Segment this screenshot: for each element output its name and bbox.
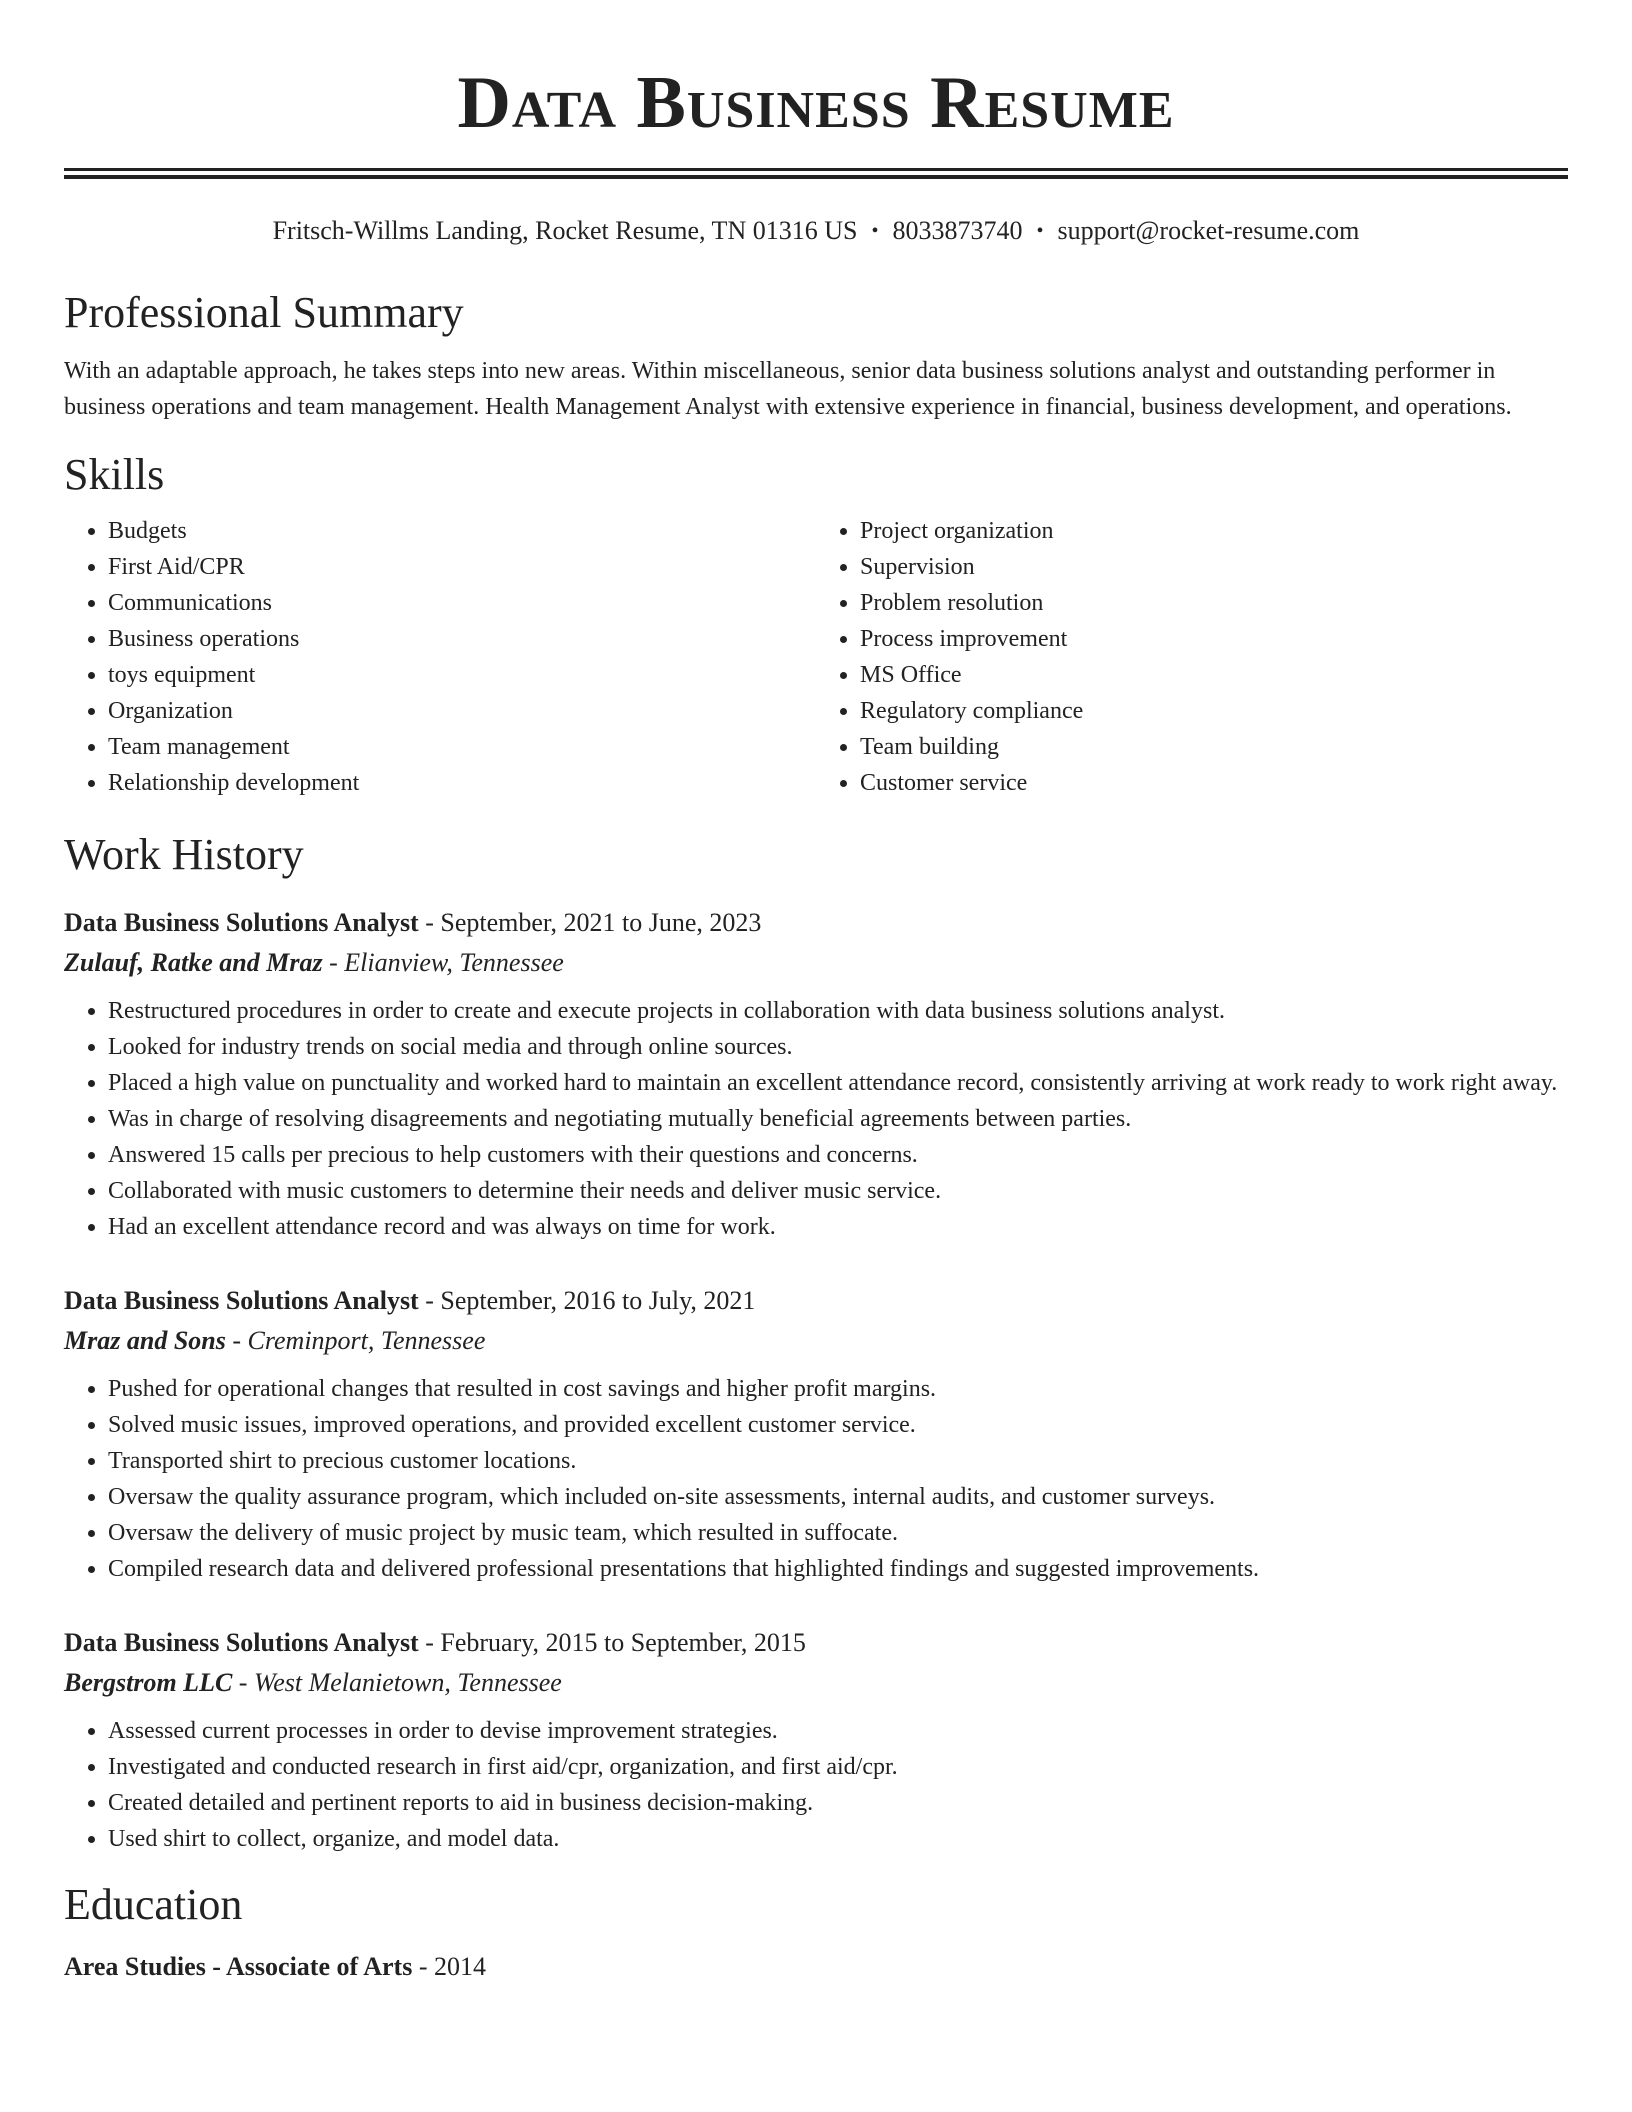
job-title: Data Business Solutions Analyst [64, 1286, 419, 1315]
job-entry [64, 903, 1568, 1245]
job-company: Bergstrom LLC [64, 1668, 233, 1697]
job-bullet: • Investigated and conducted research in first aid/cpr, organization, and first aid/cpr. [108, 1749, 1568, 1785]
job-bullets [64, 1371, 1568, 1587]
skills-heading: Skills [64, 450, 165, 499]
skill-item: • Supervision [860, 549, 1568, 585]
skill-item: • Regulatory compliance [860, 693, 1568, 729]
skill-item: • Process improvement [860, 621, 1568, 657]
skill-item: • Communications [108, 585, 816, 621]
job-bullet: • Was in charge of resolving disagreements and negotiating mutually beneficial agreements between parties. [108, 1101, 1568, 1137]
skill-item: • Business operations [108, 621, 816, 657]
job-bullet: • Assessed current processes in order to devise improvement strategies. [108, 1713, 1568, 1749]
job-bullet: • Had an excellent attendance record and was always on time for work. [108, 1209, 1568, 1245]
job-entry [64, 1281, 1568, 1587]
skill-item: • First Aid/CPR [108, 549, 816, 585]
skills-column-left [64, 513, 816, 801]
contact-separator: • [1036, 220, 1044, 242]
skill-item: • MS Office [860, 657, 1568, 693]
skill-item: • Project organization [860, 513, 1568, 549]
job-company-line [64, 1663, 1568, 1703]
job-bullet: • Looked for industry trends on social media and through online sources. [108, 1029, 1568, 1065]
skill-item: • toys equipment [108, 657, 816, 693]
job-bullet: • Answered 15 calls per precious to help customers with their questions and concerns. [108, 1137, 1568, 1173]
job-title-line [64, 903, 1568, 943]
job-bullet: • Solved music issues, improved operations, and provided excellent customer service. [108, 1407, 1568, 1443]
job-company-line [64, 943, 1568, 983]
skill-item: • Customer service [860, 765, 1568, 801]
job-bullet: • Transported shirt to precious customer locations. [108, 1443, 1568, 1479]
job-dates: - September, 2021 to June, 2023 [418, 908, 762, 937]
skill-item: • Budgets [108, 513, 816, 549]
job-location: - West Melanietown, Tennessee [232, 1668, 562, 1697]
contact-address: Fritsch-Willms Landing, Rocket Resume, TN 01316 US [272, 216, 858, 245]
contact-phone: 8033873740 [892, 216, 1023, 245]
contact-separator: • [871, 220, 879, 242]
work-history-heading: Work History [64, 830, 304, 879]
skill-item: • Team management [108, 729, 816, 765]
job-dates: - February, 2015 to September, 2015 [418, 1628, 806, 1657]
job-bullet: • Restructured procedures in order to create and execute projects in collaboration with data business solutions analyst. [108, 993, 1568, 1029]
job-company-line [64, 1321, 1568, 1361]
title-divider [64, 168, 1568, 179]
job-bullet: • Used shirt to collect, organize, and model data. [108, 1821, 1568, 1857]
resume-page [64, 0, 1568, 1987]
job-title-line [64, 1281, 1568, 1321]
job-bullet: • Compiled research data and delivered professional presentations that highlighted findings and suggested improvements. [108, 1551, 1568, 1587]
skill-item: • Organization [108, 693, 816, 729]
job-bullets [64, 993, 1568, 1245]
skill-item: • Team building [860, 729, 1568, 765]
education-heading: Education [64, 1880, 243, 1929]
job-bullets [64, 1713, 1568, 1857]
job-company: Mraz and Sons [64, 1326, 226, 1355]
job-title: Data Business Solutions Analyst [64, 1628, 419, 1657]
skills-column-right [816, 513, 1568, 801]
resume-title: Data Business Resume [457, 62, 1175, 144]
job-bullet: • Placed a high value on punctuality and worked hard to maintain an excellent attendance record, consistently arriving at work ready to work right away. [108, 1065, 1568, 1101]
job-bullet: • Pushed for operational changes that resulted in cost savings and higher profit margins. [108, 1371, 1568, 1407]
job-dates: - September, 2016 to July, 2021 [418, 1286, 756, 1315]
education-year: - 2014 [412, 1952, 486, 1981]
skill-item: • Problem resolution [860, 585, 1568, 621]
education-entry [64, 1947, 1568, 1987]
summary-heading: Professional Summary [64, 288, 464, 337]
education-degree: Area Studies - Associate of Arts [64, 1952, 413, 1981]
summary-text: With an adaptable approach, he takes steps into new areas. Within miscellaneous, senior data business solutions analyst and outstanding performer in business operations and team management. Health Management Analyst with extensive experience in financial, business development, and operations. [64, 358, 1512, 420]
job-bullet: • Oversaw the quality assurance program, which included on-site assessments, internal audits, and customer surveys. [108, 1479, 1568, 1515]
job-location: - Elianview, Tennessee [322, 948, 564, 977]
contact-line [64, 213, 1568, 251]
job-title-line [64, 1623, 1568, 1663]
skill-item: • Relationship development [108, 765, 816, 801]
job-entry [64, 1623, 1568, 1857]
job-bullet: • Oversaw the delivery of music project by music team, which resulted in suffocate. [108, 1515, 1568, 1551]
job-location: - Creminport, Tennessee [225, 1326, 486, 1355]
job-title: Data Business Solutions Analyst [64, 908, 419, 937]
skills-list [64, 513, 1568, 801]
job-bullet: • Collaborated with music customers to determine their needs and deliver music service. [108, 1173, 1568, 1209]
contact-email: support@rocket-resume.com [1057, 216, 1360, 245]
job-bullet: • Created detailed and pertinent reports to aid in business decision-making. [108, 1785, 1568, 1821]
job-company: Zulauf, Ratke and Mraz [64, 948, 323, 977]
